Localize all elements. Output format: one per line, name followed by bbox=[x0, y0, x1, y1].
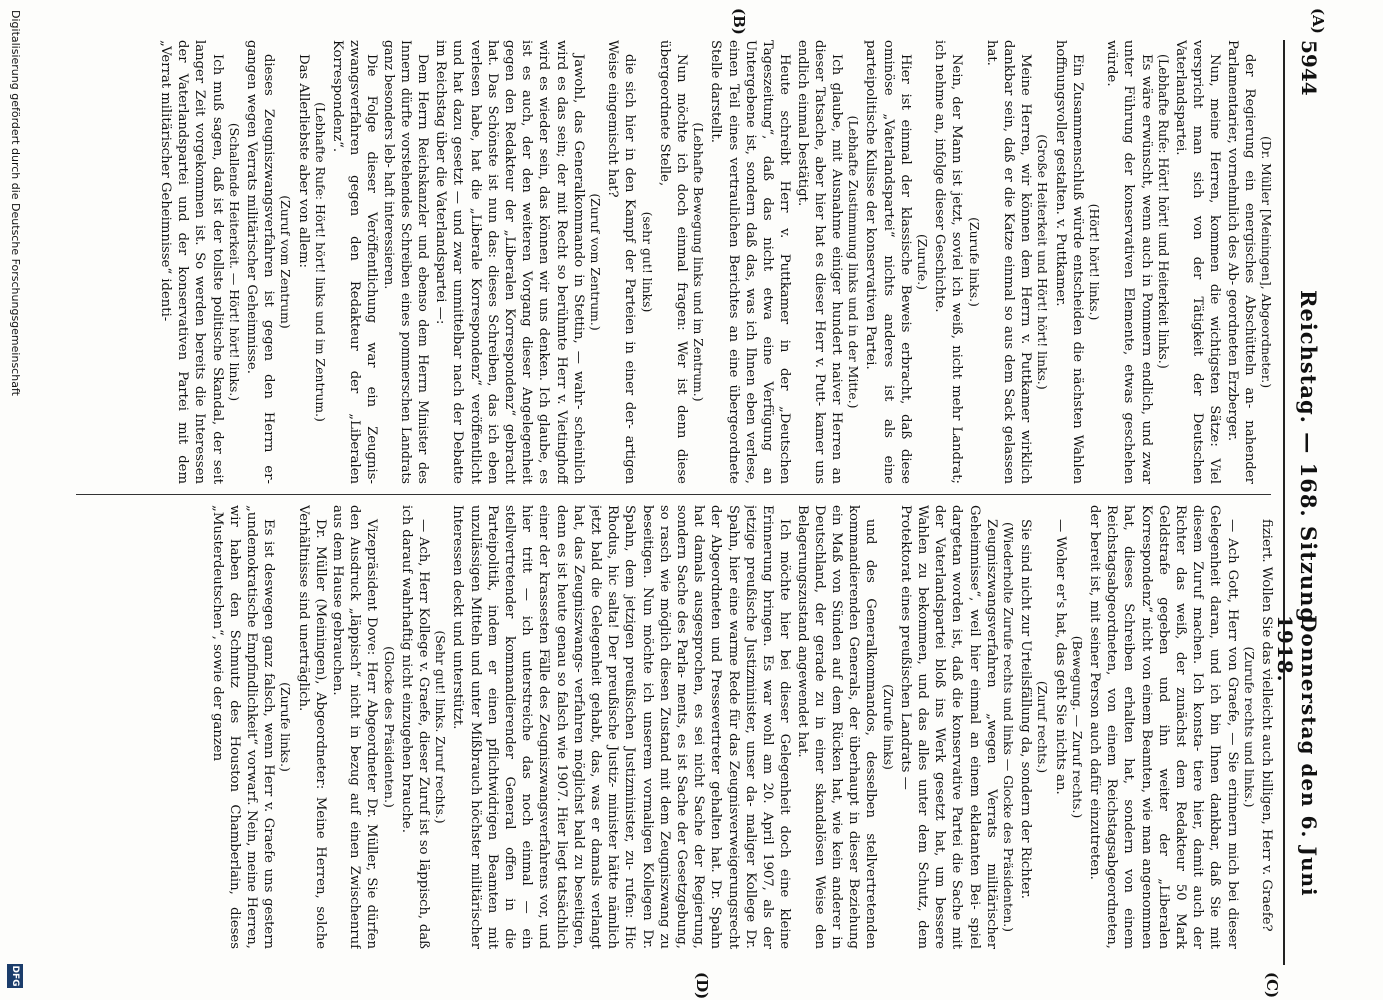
interjection: (Zurufe links.) bbox=[966, 217, 982, 307]
margin-marker-c: (C) bbox=[1263, 972, 1281, 999]
paragraph: Heute schreibt Herr v. Puttkamer in der „Deutschen Tageszeitung“, daß das nicht etwa eine Verfügung an Untergebene ist, sondern daß das, was ich Ihnen eben verlese, einen Teil eines vertraulichen Berichtes an eine übergeordnete Stelle darstellt. bbox=[708, 40, 793, 484]
left-column bbox=[60, 40, 1275, 484]
interjection: (Zurufe links) bbox=[880, 684, 896, 770]
paragraph: Sie sind nicht zur Urteilsfällung da, sondern der Richter. bbox=[1018, 519, 1034, 899]
margin-marker-a: (A) bbox=[1309, 8, 1327, 34]
paragraph: Ich möchte hier bei dieser Gelegenheit doch eine kleine Erinnerung bringen. Es war wohl am 20. April 1907, als der jetzige preußische Justizminister, unser da- maliger Kollege Dr. Spahn, hier eine warme Rede für das Zeugnisverweigerungsrecht der Abgeordneten und Pressevertreter gehalten hat. Dr. Spahn hat damals ausgesprochen, es sei nicht Sache der Regierung, sondern Sache des Parla- ments, es ist Sache der Gesetzgebung, so rasch wie möglich diesen Zustand mit dem Zeugniszwang zu beseitigen. Nun möchte ich unserem vormaligen Kollegen Dr. Spahn, dem jetzigen preußischen Justizminister, zu- rufen: Hic Rhodus, hic salta! Der preußische Justiz- minister hätte nämlich jetzt bald die Gelegenheit gehabt, das, was er damals verlangt hat, das Zeugniszwangs- verfahren möglichst bald zu beseitigen, denn es ist heute genau so falsch wie 1907. Hier liegt tatsächlich einer der krassesten Fälle des Zeugniszwangsverfahrens vor, und hier tritt — ich unterstreiche das noch einmal — ein stellvertretender kommandierender General offen in die Parteipolitik, indem er einen pflichtwidrigen Beamten mit unzulässigen Mitteln und unter Mißbrauch höchster militärischer Interessen deckt und unterstützt. bbox=[450, 505, 793, 949]
paragraph: Dem Herrn Reichskanzler und ebenso dem Herrn Minister des Innern dürfte vorstehendes Schreiben eines pommerschen Landrats ganz besonders leb- haft interessieren. bbox=[381, 40, 432, 484]
paragraph: Hier ist einmal der klassische Beweis erbracht, daß diese ominöse „Vaterlandspartei“ nichts anderes ist als eine parteipolitische Kulisse der konservativen Partei. bbox=[863, 40, 913, 484]
interjection: (Zuruf vom Zentrum) bbox=[278, 195, 294, 329]
paragraph: und des Generalkommandos, desselben stellvertretenden kommandierenden Generals, der überhaupt in dieser Beziehung ein Maß von Sünden auf dem Rücken hat, wie kein anderer in Deutschland, der gerade zu in einer skandalösen Weise den Belagerungszustand angewendet hat. bbox=[794, 505, 879, 949]
paragraph: — Woher er's hat, das geht Sie nichts an. bbox=[1052, 519, 1068, 795]
interjection: (Zuruf rechts.) bbox=[1035, 680, 1051, 774]
margin-marker-b: (B) bbox=[730, 8, 748, 35]
margin-marker-d: (D) bbox=[693, 972, 711, 1000]
paragraph: Vizepräsident Dove: Herr Abgeordneter Dr. Müller, Sie dürfen den Ausdruck „läppisch“ nicht in bezug auf einen Zwischenruf aus dem Hause gebrauchen. bbox=[330, 505, 380, 949]
interjection: (sehr gut! links) bbox=[639, 211, 655, 313]
interjection: (Zurufe.) bbox=[914, 233, 930, 291]
header-date: Donnerstag den 6. Juni 1918. bbox=[1273, 615, 1321, 897]
page-number: 5944 bbox=[1297, 40, 1321, 96]
interjection: (Sehr gut! links. Zuruf rechts.) bbox=[433, 630, 449, 824]
paragraph: Jawohl, das Generalkommando in Stettin, — wahr- scheinlich wird es das sein; der mit Recht so berühmte Herr v. Vietinghoff wird es wieder sein, das können wir uns denken. Ich glaube, es ist es auch, der den weiteren Vorgang dieser Angelegenheit gegen den Redakteur der „Liberalen Korrespondenz“ gebracht hat. Das Schönste ist nun das: dieses Schreiben, das ich eben verlesen habe, hat die „Liberale Korrespondenz“ veröffentlicht und hat dazu gesetzt — und zwar unmittelbar nach der Debatte im Reichstag über die Vaterlandspartei —: bbox=[433, 40, 586, 484]
running-header bbox=[1273, 40, 1321, 956]
paragraph: Es wäre erwünscht, wenn auch in Pommern endlich, und zwar unter Führung der konservativen Elemente, etwas geschehen würde. bbox=[1104, 40, 1154, 484]
dfg-logo: DFG bbox=[7, 964, 23, 988]
paragraph: (Lebhafte Rufe: Hört! hört! und Heiterkeit links.) bbox=[1155, 54, 1171, 369]
interjection: (Große Heiterkeit und Hört! hört! links.) bbox=[1035, 134, 1051, 390]
header-rule bbox=[1283, 40, 1285, 965]
interjection: (Bewegung. — Zuruf rechts.) bbox=[1069, 635, 1085, 819]
paragraph: die sich hier in den Kampf der Parteien in einer der- artigen Weise eingemischt hat? bbox=[605, 40, 638, 484]
paragraph: Nun, meine Herren, kommen die wichtigsten Sätze: Viel verspricht man sich von der Tätigkeit der Deutschen Vaterlandspartei. bbox=[1172, 40, 1223, 484]
interjection: (Lebhafte Bewegung links und im Zentrum.) bbox=[691, 122, 707, 402]
paragraph: Es ist deswegen ganz falsch, wenn Herr v. Graefe uns gestern „undemokratische Empfindlichkeit“ vorwarf. Nein, meine Herren, wir haben den Schmutz des Houston Chamberlain, dieses „Musterdeutschen“, sowie der ganzen bbox=[209, 505, 277, 949]
paragraph: dieses Zeugniszwangsverfahren ist gegen den Herrn er- gangen wegen Verrats militärischer Geheimnisse. bbox=[244, 40, 277, 484]
paragraph: — Ach Gott, Herr von Graefe, — Sie erinnern mich bei dieser Gelegenheit daran, und ich bin Ihnen dankbar, daß Sie mit diesem Zuruf machen. Ich konsta- tiere hier, damit auch der Richter das weiß, der zunächst dem Redakteur 50 Mark Geldstrafe gegeben und ihn weiter der „Liberalen Korrespondenz“ nicht von einem Beamten, wie man angenommen hat, dieses Schreiben erhalten hat, sondern von einem Reichstagsabgeordneten, von einem Reichstagsabgeordneten, der bereit ist, mit seiner Person auch dafür einzutreten. bbox=[1086, 505, 1240, 949]
paragraph: fiziert. Wollen Sie das vielleicht auch billigen, Herr v. Graefe? bbox=[1259, 519, 1274, 932]
paragraph: Nun möchte ich doch einmal fragen: Wer ist denn diese übergeordnete Stelle, bbox=[656, 40, 690, 484]
interjection: (Lebhafte Zustimmung links und in der Mitte.) bbox=[846, 115, 862, 409]
footer bbox=[3, 0, 23, 1000]
interjection: (Hört! hört! links.) bbox=[1086, 203, 1102, 321]
paragraph: Meine Herren, wir können dem Herrn v. Puttkamer wirklich dankbar sein, daß er die Katze einmal so aus dem Sack gelassen hat. bbox=[983, 40, 1034, 484]
interjection: (Zurufe links.) bbox=[278, 682, 294, 772]
paragraph: der Regierung ein energisches Abschütteln an- nahender Parlamentarier, vornehmlich des Ab- geordneten Erzberger. bbox=[1224, 40, 1257, 484]
paragraph: Dr. Müller (Meiningen), Abgeordneter: Meine Herren, solche Verhältnisse sind unerträglich. bbox=[295, 505, 328, 949]
right-column bbox=[60, 505, 1275, 949]
interjection: (Wiederholte Zurufe rechts und links — Glocke des Präsidenten.) bbox=[1000, 521, 1016, 933]
paragraph: — Ach, Herr Kollege v. Graefe, dieser Zuruf ist so läppisch, daß ich darauf wahrhaftig nicht einzugehen brauche. bbox=[398, 505, 432, 949]
paragraph: Die Folge dieser Veröffentlichung war ein Zeugnis- zwangsverfahren gegen den Redakteur der „Liberalen Korrespondenz“. bbox=[330, 40, 380, 484]
interjection: (Dr. Müller [Meiningen], Abgeordneter.) bbox=[1259, 135, 1274, 389]
interjection: (Zurufe rechts und links.) bbox=[1241, 646, 1257, 808]
column-divider bbox=[76, 494, 1271, 495]
paragraph: Das Allerliebste aber von allem: bbox=[295, 54, 311, 268]
paragraph: Nein, der Mann ist jetzt, soviel ich weiß, nicht mehr Landrat; ich nehme an, infolge dieser Geschichte. bbox=[932, 40, 965, 484]
paragraph: Ich glaube, mit Ausnahme einiger hundert naiver Herren an dieser Tatsache, aber hier hat es dieser Herr v. Putt- kamer uns endlich einmal bestätigt. bbox=[794, 40, 844, 484]
funding-credit: Digitalisierung gefördert durch die Deutsche Forschungsgemeinschaft bbox=[9, 10, 22, 396]
interjection: (Schallende Heiterkeit. — Hört! hört! links.) bbox=[226, 122, 242, 402]
paragraph: Ein Zusammenschluß würde entscheiden die nächsten Wahlen hoffnungsvoller gestalten. v. Puttkamer. bbox=[1052, 40, 1085, 484]
header-title: Reichstag. — 168. Sitzung. bbox=[1296, 290, 1321, 632]
interjection: (Lebhafte Rufe: Hört! hört! links und im Zentrum.) bbox=[312, 102, 328, 422]
paragraph: Zeugniszwangsverfahren „wegen Verrats militärischer Geheimnisse“, weil hier einmal an einem eklatanten Bei- spiel dargetan worden ist, daß die konservative Partei die Sache mit der Vaterlandspartei bloß ins Werk gesetzt hat, um bessere Wahlen zu bekommen, und das alles unter dem Schutz, dem Protektorat eines preußischen Landrats — bbox=[897, 505, 999, 949]
paragraph: Ich muß sagen, daß ist der tollste politische Skandal, der seit langer Zeit vorgekommen ist. So werden bereits die Interessen der Vaterlandspartei und der konservativen Partei mit dem „Verrat militärischer Geheimnisse“ identi- bbox=[158, 40, 225, 484]
interjection: (Zuruf vom Zentrum.) bbox=[588, 193, 604, 331]
interjection: (Glocke des Präsidenten.) bbox=[381, 646, 397, 808]
